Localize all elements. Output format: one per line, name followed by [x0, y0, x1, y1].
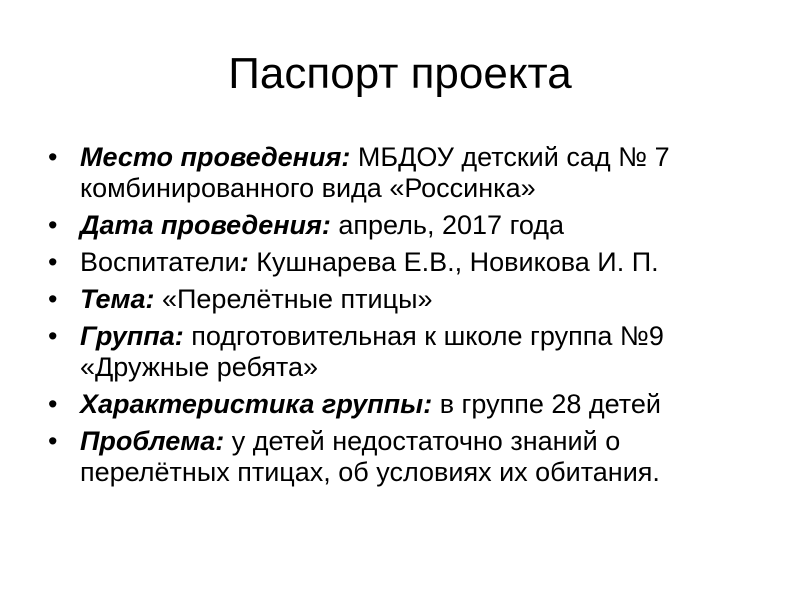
bullet-colon: : [215, 426, 232, 456]
bullet-label: Характеристика группы [80, 389, 424, 419]
bullet-item-problem [48, 426, 748, 488]
bullet-dot-icon: • [48, 210, 58, 240]
bullet-value: апрель, 2017 года [338, 210, 565, 240]
slide-title: Паспорт проекта [228, 49, 572, 98]
bullet-dot-icon: • [48, 247, 58, 277]
bullet-label: Группа [80, 321, 175, 351]
bullet-dot-icon: • [48, 389, 58, 419]
bullet-item-group-characteristics [48, 389, 748, 420]
bullet-value: подготовительная к школе группа №9 «Дружные ребята» [80, 321, 664, 382]
bullet-item-teachers [48, 247, 748, 278]
bullet-label: Воспитатели [80, 247, 240, 277]
bullet-colon: : [423, 389, 440, 419]
bullet-item-location [48, 142, 748, 204]
bullet-label: Тема [80, 284, 146, 314]
bullet-label: Проблема [80, 426, 216, 456]
bullet-colon: : [321, 210, 339, 240]
bullet-colon: : [239, 247, 257, 277]
bullet-list [48, 142, 748, 494]
bullet-dot-icon: • [48, 426, 58, 456]
bullet-label: Место проведения [80, 142, 342, 172]
bullet-item-group [48, 321, 748, 383]
bullet-colon: : [174, 321, 192, 351]
bullet-value: в группе 28 детей [439, 389, 661, 419]
bullet-value: МБДОУ детский сад № 7 комбинированного вида «Россинка» [80, 142, 670, 203]
bullet-colon: : [341, 142, 358, 172]
bullet-dot-icon: • [48, 321, 58, 351]
bullet-item-topic [48, 284, 748, 315]
bullet-label: Дата проведения [80, 210, 322, 240]
bullet-colon: : [145, 284, 162, 314]
bullet-item-date [48, 210, 748, 241]
bullet-dot-icon: • [48, 284, 58, 314]
bullet-dot-icon: • [48, 142, 58, 172]
bullet-value: Кушнарева Е.В., Новикова И. П. [256, 247, 659, 277]
bullet-value: у детей недостаточно знаний о перелётных птицах, об условиях их обитания. [80, 426, 660, 487]
bullet-value: «Перелётные птицы» [161, 284, 433, 314]
